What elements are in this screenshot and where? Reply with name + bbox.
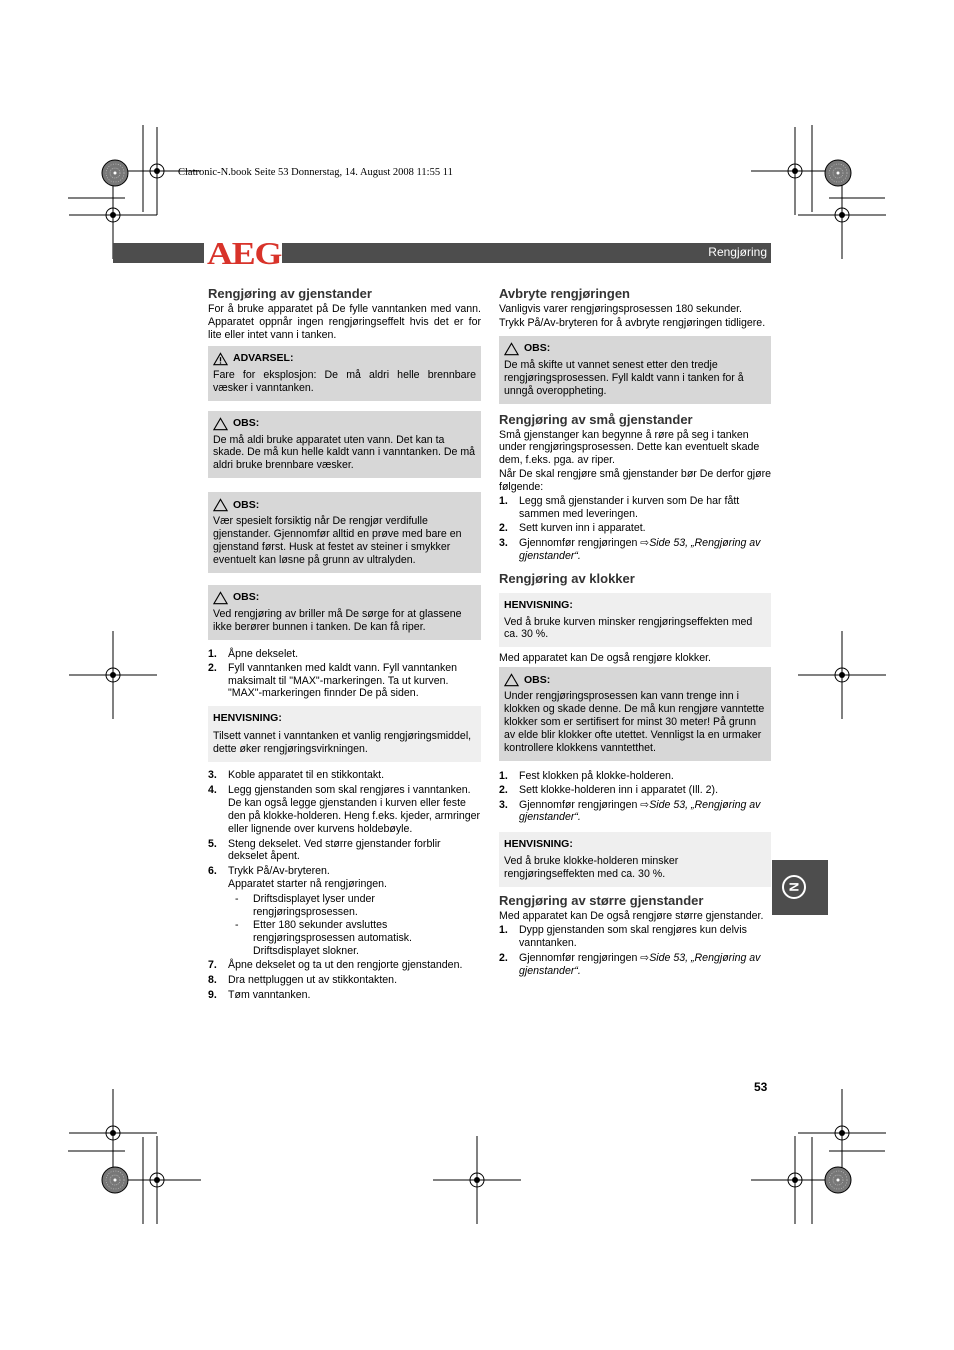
list-item: [499, 522, 771, 535]
heading-cleaning-items: Rengjøring av gjenstander: [208, 286, 372, 301]
hint-box-r2: [499, 832, 771, 887]
caution-icon: [213, 591, 228, 605]
caution-box-3: [208, 585, 481, 640]
hint-box: [208, 706, 481, 762]
caution-icon: [504, 342, 519, 356]
caution-text-3: Ved rengjøring av briller må De sørge for at glassene ikke berører bunnen i tanken. De kan få riper.: [213, 607, 462, 633]
heading-clocks: Rengjøring av klokker: [499, 570, 635, 586]
step-text: Gjennomfør rengjøringen: [519, 536, 641, 549]
step-number: 1.: [499, 495, 508, 508]
step-number: 6.: [208, 865, 217, 878]
small-steps-list: [499, 495, 771, 563]
step-number: 3.: [499, 798, 508, 811]
caution-box-1: [208, 411, 481, 479]
caution-box-r2: [499, 667, 771, 761]
list-item: [499, 495, 771, 521]
sub-item-text: Etter 180 sekunder avsluttes rengjøringsprosessen automatisk. Driftsdisplayet slokner.: [253, 919, 412, 957]
language-code: N: [786, 882, 802, 892]
section-title: Rengjøring: [708, 245, 767, 259]
step-number: 5.: [208, 837, 217, 850]
step-number: 2.: [499, 783, 508, 796]
dash-marker: -: [235, 893, 239, 906]
large-steps-list: [499, 924, 771, 978]
step-text: Gjennomfør rengjøringen: [519, 951, 641, 964]
step-number: 1.: [499, 769, 508, 782]
step-number: 2.: [208, 661, 217, 674]
list-item: [499, 784, 771, 797]
paragraph: Med apparatet kan De også rengjøre klokker.: [499, 652, 711, 665]
step-number: 9.: [208, 988, 217, 1001]
warning-text: Fare for eksplosjon: De må aldri helle brennbare væsker i vanntanken.: [213, 368, 476, 394]
paragraph: Trykk På/Av-bryteren for å avbryte rengjøringen tidligere.: [499, 316, 766, 329]
caution-text-r1: De må skifte ut vannet senest etter den tredje rengjøringsprosessen. Fyll kaldt vann i tanken for å unngå overoppheting.: [504, 358, 744, 397]
step-text: Dra nettpluggen ut av stikkontakten.: [228, 973, 398, 986]
step-text: Fyll vanntanken med kaldt vann. Fyll vanntanken maksimalt til "MAX"-markeringen. Ta ut kurven. "MAX"-markeringen finnder De på siden.: [228, 661, 458, 700]
step-text: Åpne dekselet og ta ut den rengjorte gjenstanden.: [228, 958, 463, 971]
caution-icon: [504, 673, 519, 687]
page-number: 53: [754, 1080, 768, 1094]
list-item: [499, 537, 771, 563]
step-number: 3.: [499, 536, 508, 549]
caution-title-r2: [504, 673, 766, 687]
step-text: Legg gjenstanden som skal rengjøres i vanntanken. De kan også legge gjenstanden i kurven eller feste den på klokke-holderen. Heng f.eks. kjeder, armringer eller lignende over kurvens holdebøyle.: [228, 783, 481, 835]
clock-steps-list: [499, 770, 771, 825]
list-item: [499, 770, 771, 783]
left-column: [208, 284, 481, 1002]
caution-icon: [213, 498, 228, 512]
step-number: 8.: [208, 973, 217, 986]
caution-label: OBS:: [233, 498, 260, 511]
hint-title: HENVISNING:: [504, 598, 573, 611]
step-text: Sett klokke-holderen inn i apparatet (Ill. 2).: [519, 783, 719, 796]
list-item: [499, 799, 771, 825]
step-text: Koble apparatet til en stikkontakt.: [228, 769, 385, 782]
warning-icon: [213, 352, 228, 366]
step-text: Åpne dekselet.: [228, 647, 299, 660]
step-text: Sett kurven inn i apparatet.: [519, 521, 646, 534]
list-item: [208, 989, 481, 1002]
hint-title: HENVISNING:: [504, 838, 573, 851]
list-item: [208, 769, 481, 782]
caution-label: OBS:: [233, 417, 260, 430]
arrow-icon: ⇨: [640, 798, 650, 811]
list-item: [208, 838, 481, 864]
step-text: Legg små gjenstander i kurven som De har fått sammen med leveringen.: [519, 495, 740, 520]
paragraph: Når De skal rengjøre små gjenstander bør De derfor gjøre følgende:: [499, 468, 772, 494]
hint-box-r1: [499, 593, 771, 648]
caution-text-2: Vær spesielt forsiktig når De rengjør verdifulle gjenstander. Gjennomfør alltid en prøve med bare en gjenstand først. Husk at festet av steiner i smykker eventuelt kan løsne på grunn av ultralyden.: [213, 515, 462, 566]
aeg-logo: AEG: [207, 235, 282, 271]
caution-title-2: [213, 498, 476, 512]
caution-box-2: [208, 492, 481, 573]
caution-title-1: [213, 417, 476, 431]
step-text: Tøm vanntanken.: [228, 988, 311, 1001]
sub-item: [232, 893, 481, 919]
steps-list-a: [208, 648, 481, 701]
file-info: Clatronic-N.book Seite 53 Donnerstag, 14. August 2008 11:55 11: [178, 167, 453, 178]
list-item: [208, 784, 481, 836]
cross-reference-link[interactable]: Side 53, „Rengjøring av gjenstander“.: [519, 798, 761, 824]
hint-text: Ved å bruke kurven minsker rengjøringseffekten med ca. 30 %.: [504, 615, 753, 641]
paragraph: Med apparatet kan De også rengjøre større gjenstander.: [499, 910, 764, 923]
caution-box-r1: [499, 336, 771, 404]
caution-text-1: De må aldi bruke apparatet uten vann. Det kan ta skade. De må kun helle kaldt vann i vanntanken. De må aldri bruke brennbare væsker.: [213, 433, 476, 472]
step-number: 1.: [208, 647, 217, 660]
sub-item: [232, 919, 481, 958]
step-text: Fest klokken på klokke-holderen.: [519, 769, 674, 782]
paragraph: Vanligvis varer rengjøringsprosessen 180 sekunder.: [499, 303, 742, 315]
list-item: [208, 865, 481, 957]
sub-item-text: Driftsdisplayet lyser under rengjøringsprosessen.: [253, 893, 375, 919]
list-item: [208, 959, 481, 972]
language-tab: [772, 860, 828, 915]
caution-title-r1: [504, 342, 766, 356]
caution-label: OBS:: [233, 591, 260, 604]
step-number: 2.: [499, 951, 508, 964]
caution-text-r2: Under rengjøringsprosessen kan vann trenge inn i klokken og skade denne. De må kun rengjøre vanntette klokker som er sertifisert for minst 30 meter! På grunn av elde blir klokker ofte utettet. Vennligst la en urmaker kontrollere klokkens vanntetthet.: [504, 690, 765, 754]
step-number: 1.: [499, 924, 508, 936]
arrow-icon: ⇨: [640, 536, 650, 549]
list-item: [208, 648, 481, 661]
step-number: 4.: [208, 783, 217, 796]
right-column: [499, 284, 771, 979]
warning-label: ADVARSEL:: [233, 352, 294, 365]
caution-label: OBS:: [524, 342, 551, 355]
cross-reference-link[interactable]: Side 53, „Rengjøring av gjenstander“.: [519, 951, 761, 977]
list-item: [208, 974, 481, 987]
arrow-icon: ⇨: [640, 951, 650, 964]
step-number: 7.: [208, 958, 217, 971]
list-item: [499, 952, 771, 978]
hint-text: Ved å bruke klokke-holderen minsker rengjøringseffekten med ca. 30 %.: [504, 855, 679, 881]
heading-small-items: Rengjøring av små gjenstander: [499, 411, 693, 427]
step-text: Trykk På/Av-bryteren.: [228, 865, 330, 878]
steps-list-b: [208, 769, 481, 1001]
dash-marker: -: [235, 919, 239, 931]
warning-title: [213, 352, 476, 366]
intro-paragraph: For å bruke apparatet på De fylle vanntanken med vann. Apparatet oppnår ingen rengjøringseffelt hvis det er for lite eller intet vann i tanken.: [208, 303, 481, 341]
hint-title: HENVISNING:: [213, 712, 282, 725]
heading-cancel-cleaning: Avbryte rengjøringen: [499, 286, 630, 301]
caution-label: OBS:: [524, 673, 551, 686]
paragraph: Små gjenstanger kan begynne å røre på seg i tanken under rengjøringsprosessen. Dette kan eventuelt skade dem, f.eks. pga. av riper.: [499, 428, 760, 467]
step-number: 2.: [499, 521, 508, 534]
caution-title-3: [213, 591, 476, 605]
language-badge: [782, 875, 806, 899]
step-number: 3.: [208, 769, 217, 782]
heading-large-items: Rengjøring av større gjenstander: [499, 893, 704, 909]
list-item: [499, 924, 771, 950]
list-item: [208, 662, 481, 701]
step-text: Dypp gjenstanden som skal rengjøres kun delvis vanntanken.: [519, 924, 747, 949]
step-text: Steng dekselet. Ved større gjenstander forblir dekselet åpent.: [228, 837, 441, 863]
warning-box: [208, 346, 481, 401]
hint-text: Tilsett vannet i vanntanken et vanlig rengjøringsmiddel, dette øker rengjøringsvirkningen.: [213, 730, 472, 756]
step-text-continued: Apparatet starter nå rengjøringen.: [228, 878, 387, 891]
caution-icon: [213, 417, 228, 431]
cross-reference-link[interactable]: Side 53, „Rengjøring av gjenstander“.: [519, 536, 761, 562]
step-text: Gjennomfør rengjøringen: [519, 798, 641, 811]
